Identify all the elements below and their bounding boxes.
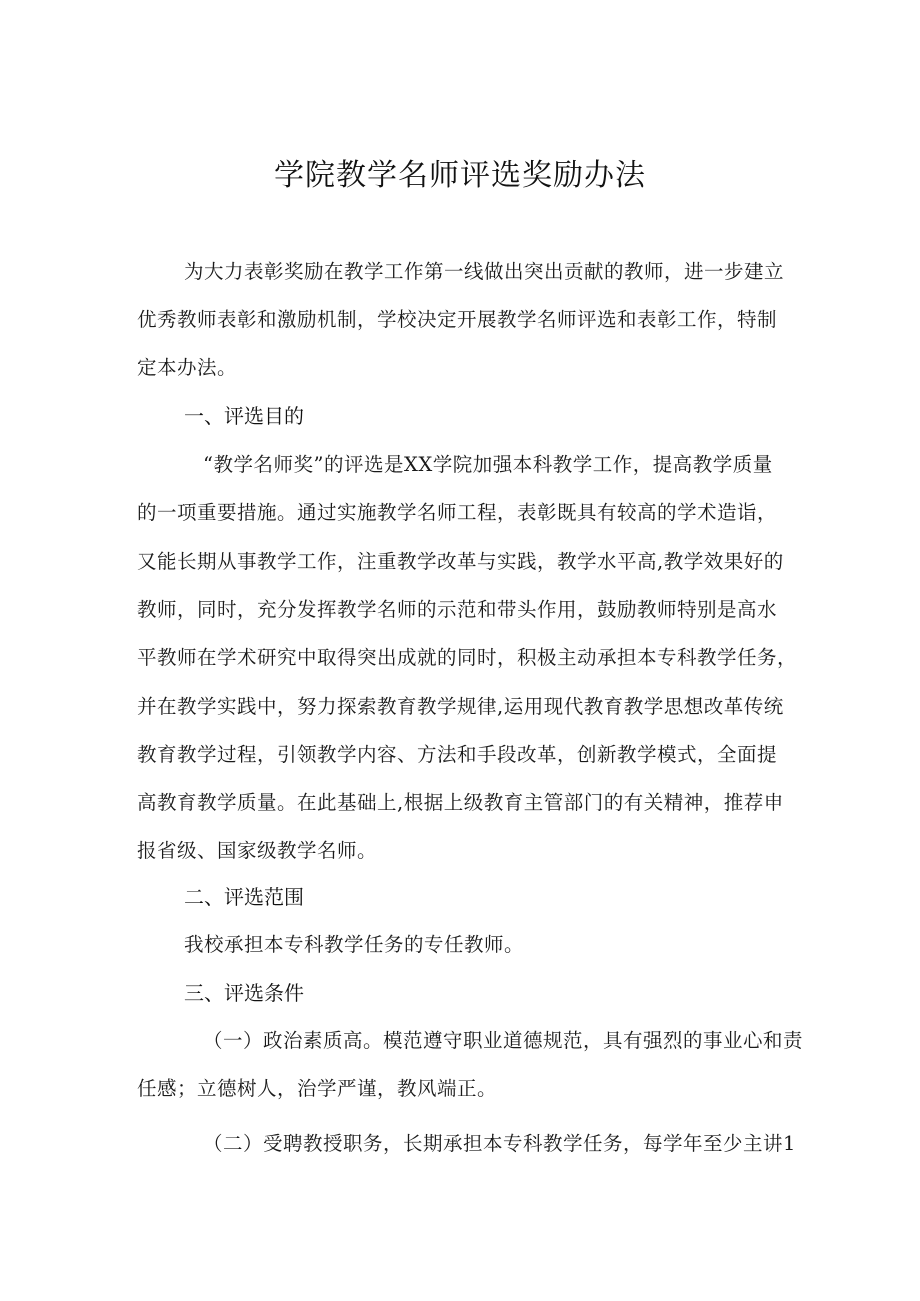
body-line: （二）受聘教授职务，长期承担本专科教学任务，每学年至少主讲1 (203, 1132, 796, 1155)
body-line: 我校承担本专科教学任务的专任教师。 (184, 933, 525, 956)
body-line: 教师，同时，充分发挥教学名师的示范和带头作用，鼓励教师特别是高水 (137, 598, 778, 621)
body-line: 任感；立德树人，治学严谨，教风端正。 (137, 1077, 498, 1100)
intro-line: 为大力表彰奖励在教学工作第一线做出突出贡献的教师，进一步建立 (184, 260, 785, 283)
body-line: 的一项重要措施。通过实施教学名师工程，表彰既具有较高的学术造诣， (137, 501, 778, 524)
body-line: 教育教学过程，引领教学内容、方法和手段改革，创新教学模式，全面提 (137, 743, 778, 766)
section-heading: 一、评选目的 (184, 404, 304, 428)
body-line: （一）政治素质高。模范遵守职业道德规范，具有强烈的事业心和责 (203, 1029, 804, 1052)
body-line: 报省级、国家级教学名师。 (137, 839, 378, 862)
intro-line: 优秀教师表彰和激励机制，学校决定开展教学名师评选和表彰工作，特制 (137, 308, 778, 331)
body-line: 高教育教学质量。在此基础上,根据上级教育主管部门的有关精神，推荐申 (137, 791, 784, 814)
body-line: “教学名师奖”的评选是XX学院加强本科教学工作，提高教学质量 (203, 453, 773, 476)
body-line: 又能长期从事教学工作，注重教学改革与实践，教学水平高,教学效果好的 (137, 550, 784, 573)
body-line: 平教师在学术研究中取得突出成就的同时，积极主动承担本专科教学任务， (137, 646, 798, 669)
intro-line: 定本办法。 (137, 356, 238, 379)
body-line: 并在教学实践中，努力探索教育教学规律,运用现代教育教学思想改革传统 (137, 695, 784, 718)
section-heading: 三、评选条件 (184, 981, 304, 1005)
document-title: 学院教学名师评选奖励办法 (274, 158, 646, 193)
section-heading: 二、评选范围 (184, 885, 304, 909)
